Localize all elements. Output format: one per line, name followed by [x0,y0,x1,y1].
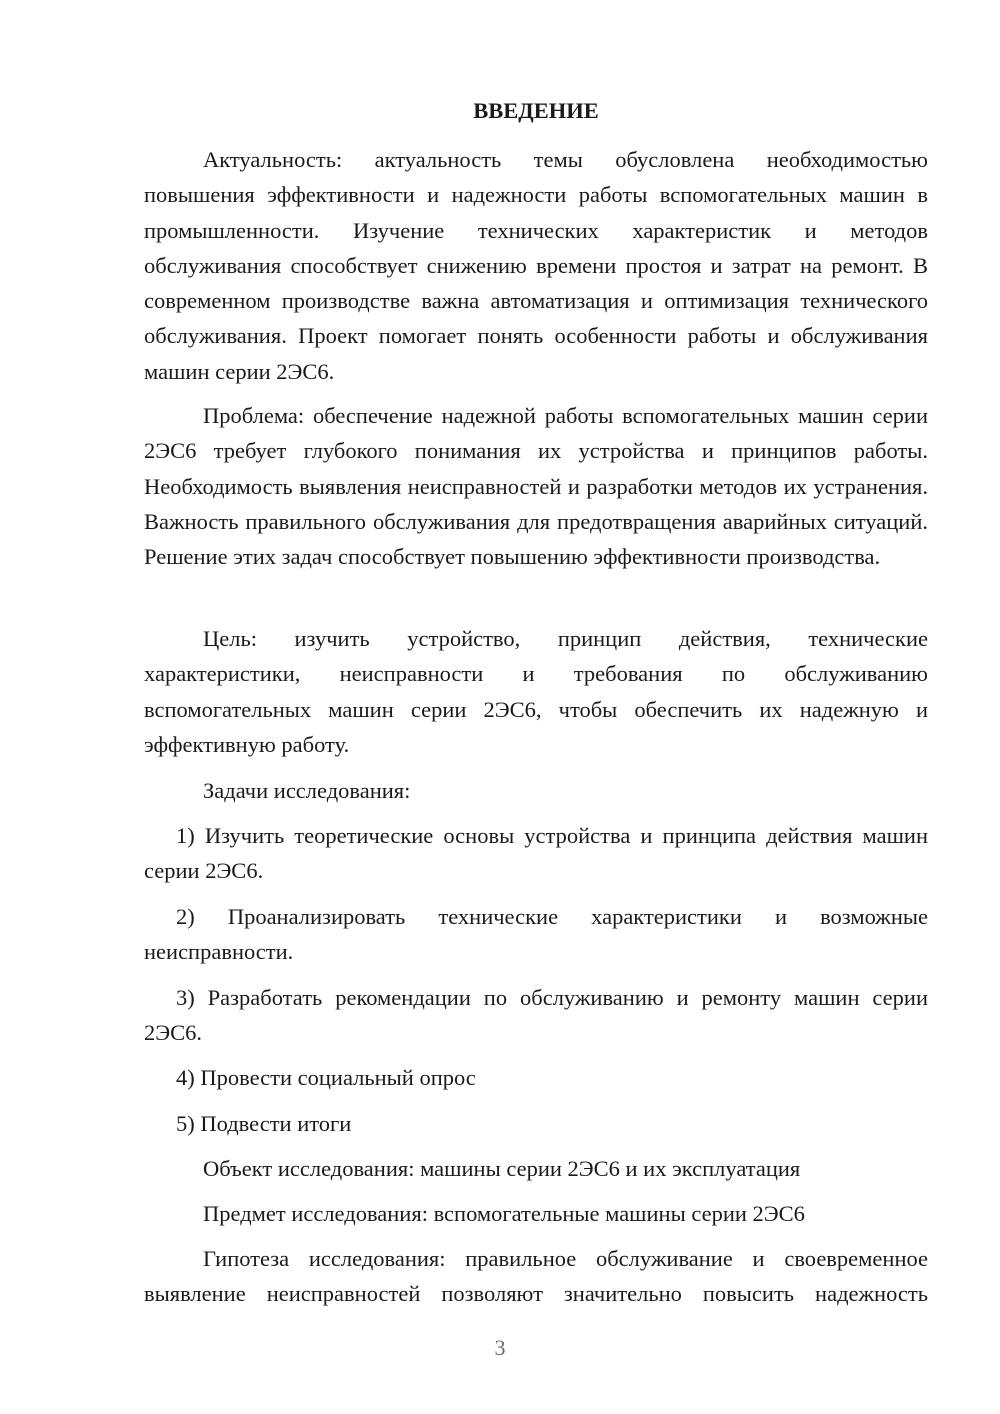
page-number: 3 [494,1335,506,1360]
paragraph-text: Проблема: обеспечение надежной работы вспомогательных машин серии 2ЭС6 требует глубокого понимания их устройства и принципов работы. Необходимость выявления неисправностей и разработки методов их устранения. Важность правильного обслуживания для предотвращения аварийных ситуаций. Решение этих задач способствует повышению эффективности производства. [144,403,928,570]
paragraph-text: Актуальность: актуальность темы обусловлена необходимостью повышения эффективности и надежности работы вспомогательных машин в промышленности. Изучение технических характеристик и методов обслуживания способствует снижению времени простоя и затрат на ремонт. В современном производстве важна автоматизация и оптимизация технического обслуживания. Проект помогает понять особенности работы и обслуживания машин серии 2ЭС6. [144,147,928,384]
paragraph-text: Объект исследования: машины серии 2ЭС6 и их эксплуатация [203,1156,801,1181]
paragraph-goal [144,621,928,762]
paragraph-object [144,1151,928,1186]
list-item-text: 3) Разработать рекомендации по обслуживанию и ремонту машин серии 2ЭС6. [144,985,928,1046]
list-item-text: 2) Проанализировать технические характеристики и возможные неисправности. [144,904,928,965]
paragraph-text: Задачи исследования: [203,778,411,803]
paragraph-text: Предмет исследования: вспомогательные машины серии 2ЭС6 [203,1201,805,1226]
paragraph-hypothesis [144,1241,928,1312]
section-heading: ВВЕДЕНИЕ [473,98,599,123]
paragraph-tasks-title [144,773,928,808]
list-item-1 [144,818,928,889]
list-item-text: 5) Подвести итоги [176,1111,352,1136]
paragraph-relevance [144,142,928,389]
paragraph-text: Гипотеза исследования: правильное обслуживание и своевременное выявление неисправностей позволяют значительно повысить надежность [144,1246,928,1307]
paragraph-text: Цель: изучить устройство, принцип действия, технические характеристики, неисправности и требования по обслуживанию вспомогательных машин серии 2ЭС6, чтобы обеспечить их надежную и эффективную работу. [144,626,928,757]
list-item-text: 4) Провести социальный опрос [176,1065,476,1090]
paragraph-problem [144,398,928,574]
paragraph-subject [144,1196,928,1231]
list-item-3 [144,980,928,1051]
list-item-text: 1) Изучить теоретические основы устройства и принципа действия машин серии 2ЭС6. [144,823,928,884]
list-item-4 [144,1060,928,1095]
list-item-5 [144,1106,928,1141]
list-item-2 [144,899,928,970]
